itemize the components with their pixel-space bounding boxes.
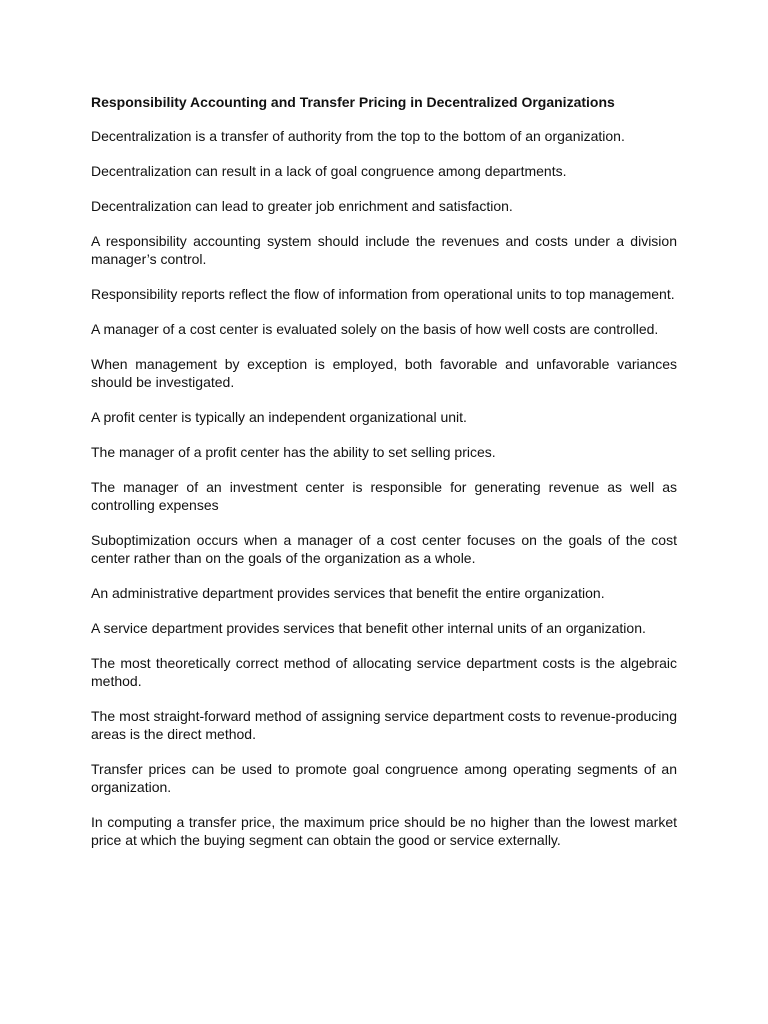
paragraph: When management by exception is employed, both favorable and unfavorable variances should be investigated. [91,356,677,390]
paragraph: Decentralization can result in a lack of goal congruence among departments. [91,163,567,179]
paragraph: A responsibility accounting system should include the revenues and costs under a division manager’s control. [91,233,677,267]
document-page [91,93,677,866]
document-title: Responsibility Accounting and Transfer Pricing in Decentralized Organizations [91,94,615,110]
paragraph: Transfer prices can be used to promote goal congruence among operating segments of an organization. [91,761,677,795]
paragraph: A profit center is typically an independent organizational unit. [91,409,467,425]
paragraph: Suboptimization occurs when a manager of a cost center focuses on the goals of the cost center rather than on the goals of the organization as a whole. [91,532,677,566]
paragraph: A service department provides services that benefit other internal units of an organization. [91,620,646,636]
paragraph: Decentralization can lead to greater job enrichment and satisfaction. [91,198,513,214]
paragraph: An administrative department provides services that benefit the entire organization. [91,585,605,601]
paragraph: Decentralization is a transfer of authority from the top to the bottom of an organization. [91,128,625,144]
paragraph: The most theoretically correct method of allocating service department costs is the algebraic method. [91,655,677,689]
paragraph: Responsibility reports reflect the flow of information from operational units to top management. [91,286,675,302]
paragraph: In computing a transfer price, the maximum price should be no higher than the lowest market price at which the buying segment can obtain the good or service externally. [91,814,677,848]
paragraph: A manager of a cost center is evaluated solely on the basis of how well costs are controlled. [91,321,659,337]
paragraph: The manager of an investment center is responsible for generating revenue as well as controlling expenses [91,479,677,513]
paragraph: The manager of a profit center has the ability to set selling prices. [91,444,496,460]
paragraph: The most straight-forward method of assigning service department costs to revenue-producing areas is the direct method. [91,708,677,742]
